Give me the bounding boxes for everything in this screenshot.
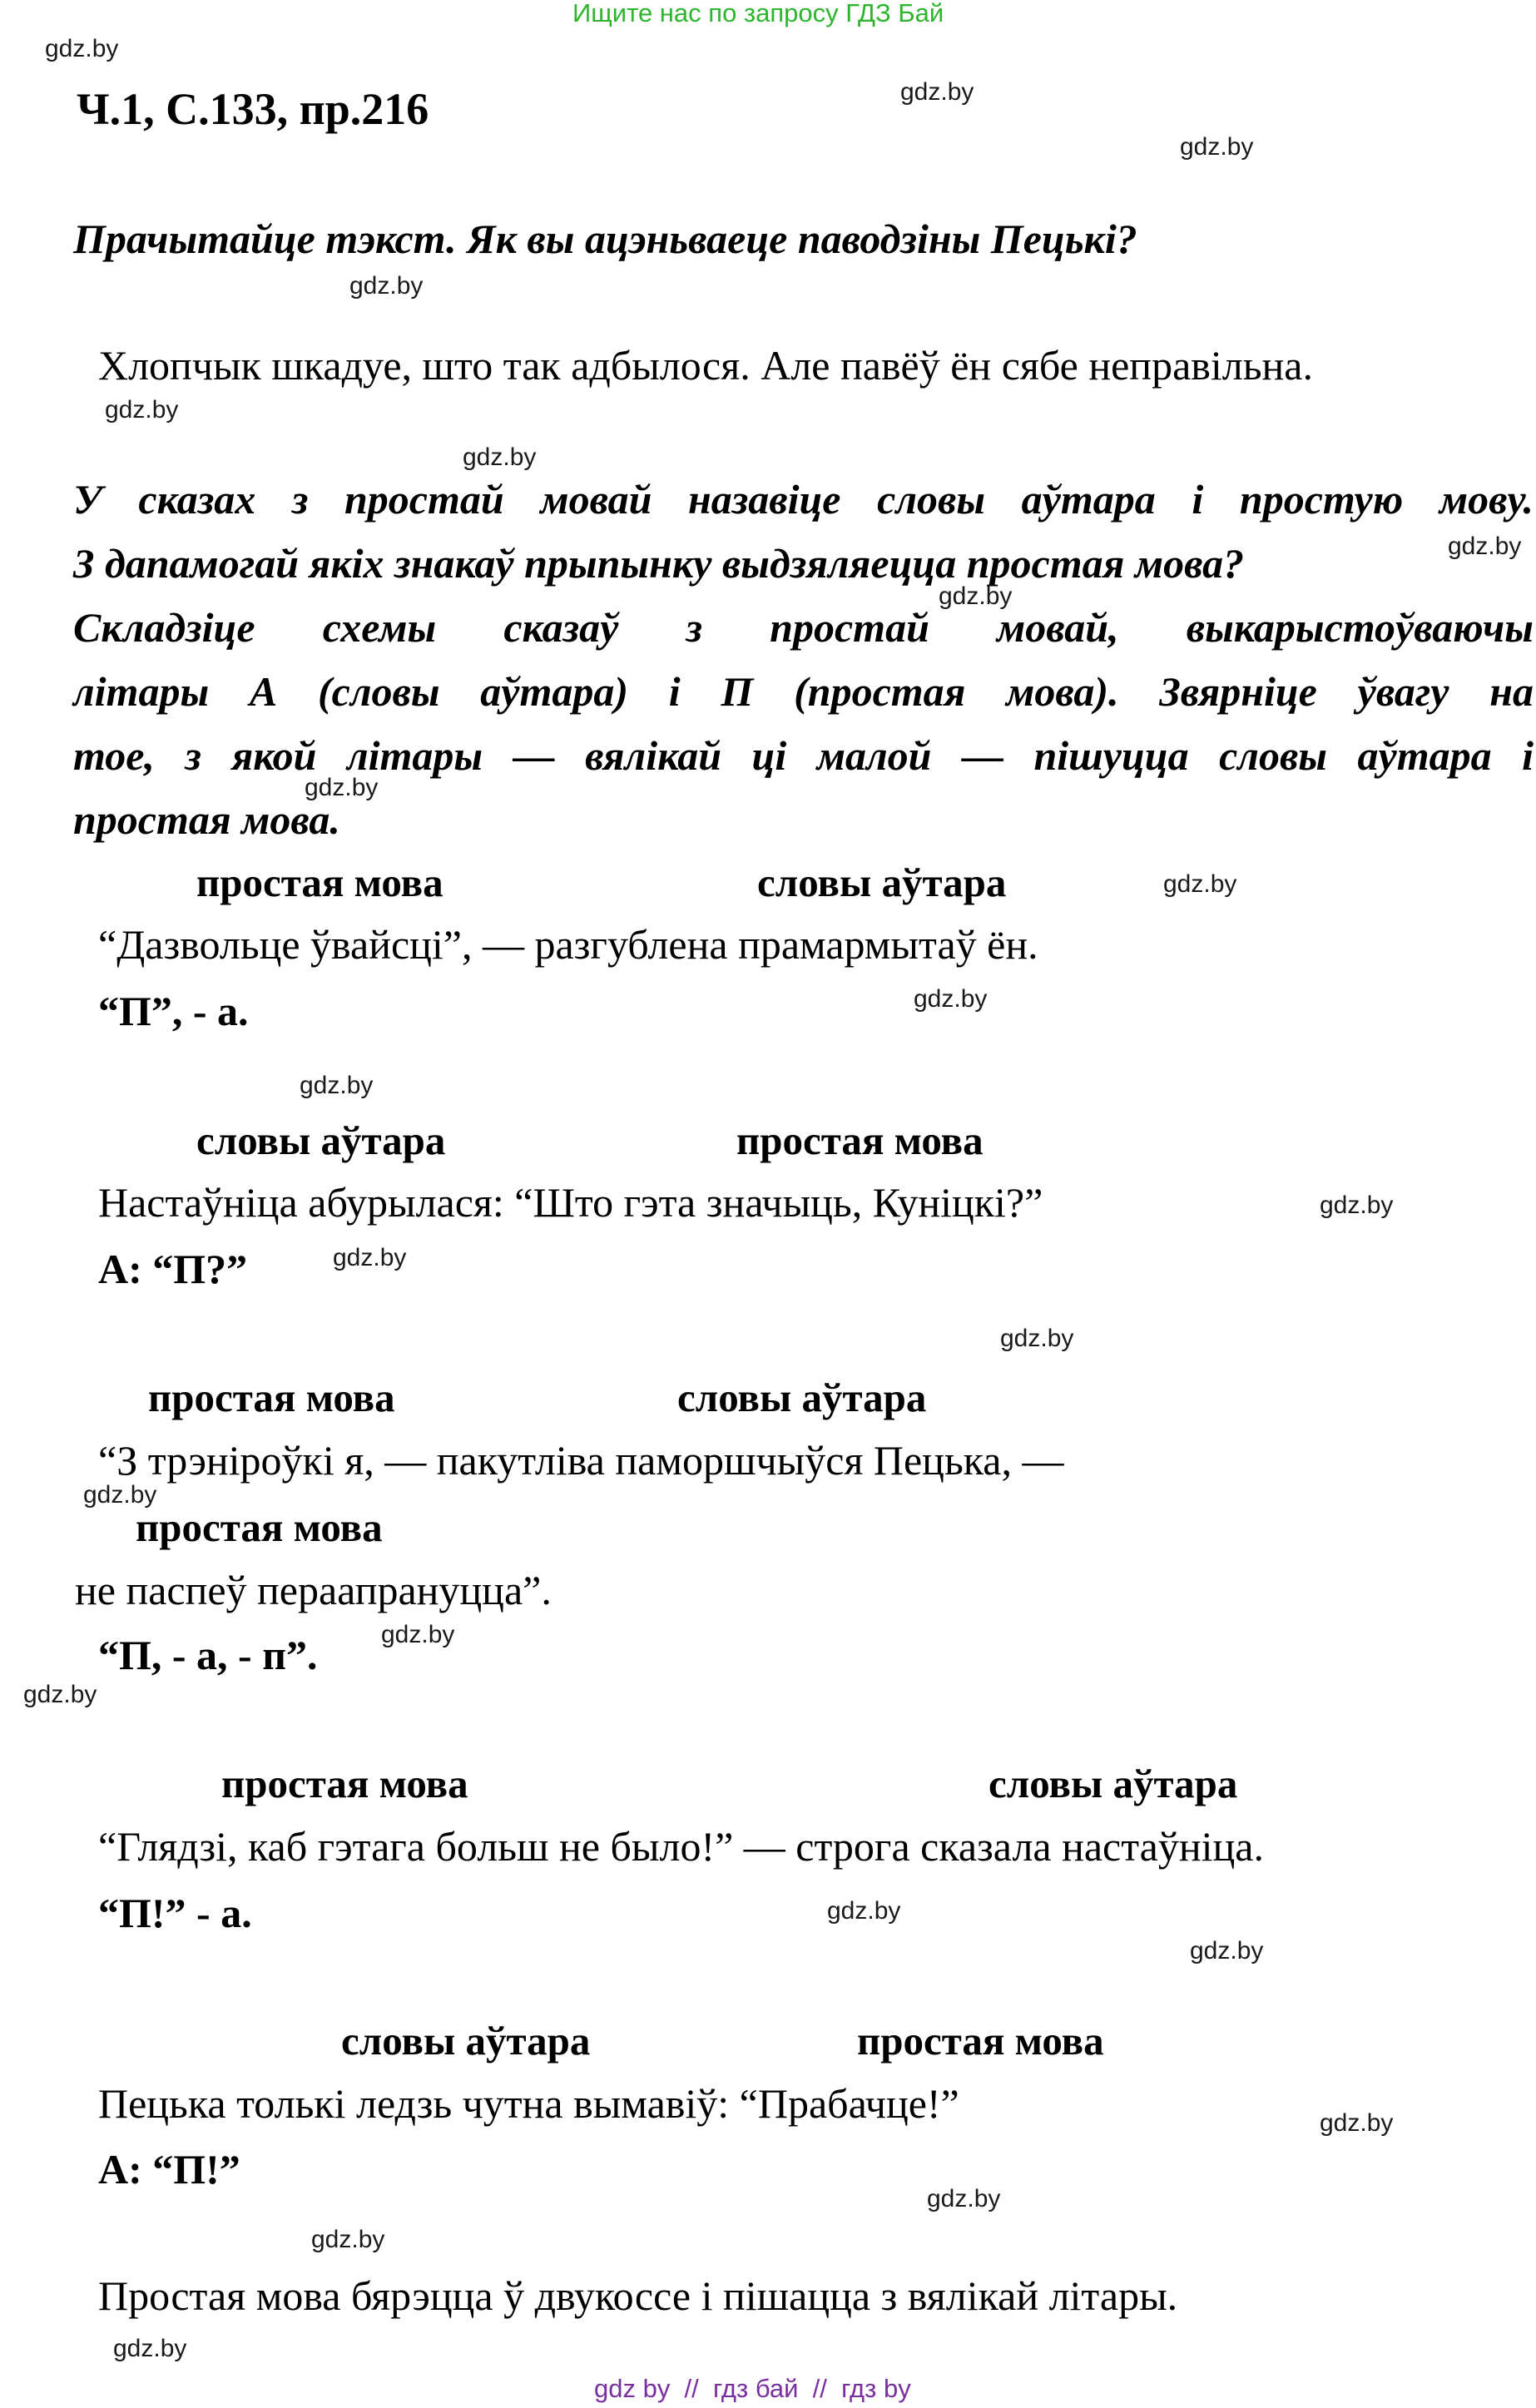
scheme-3: “П, - а, - п”. bbox=[98, 1632, 318, 1678]
label-author-words: словы аўтара bbox=[341, 2018, 591, 2064]
label-author-words: словы аўтара bbox=[988, 1761, 1238, 1806]
watermark: gdz.by bbox=[45, 35, 119, 62]
conclusion: Простая мова бярэцца ў двукоссе і пішацца з вялікай літары. bbox=[98, 2272, 1178, 2319]
task-2-line: Складзіце схемы сказаў з простай мовай, выкарыстоўваючы bbox=[73, 604, 1534, 651]
label-direct-speech: простая мова bbox=[136, 1504, 383, 1550]
page-title: Ч.1, С.133, пр.216 bbox=[77, 84, 429, 134]
watermark: gdz.by bbox=[333, 1244, 407, 1271]
watermark: gdz.by bbox=[113, 2335, 187, 2362]
sentence-1: “Дазвольце ўвайсці”, — разгублена прамармытаў ён. bbox=[98, 921, 1038, 968]
watermark: gdz.by bbox=[311, 2226, 385, 2253]
task-1-question: Прачытайце тэкст. Як вы ацэньваеце паводзіны Пецькі? bbox=[73, 216, 1137, 262]
sentence-3-line-1: “З трэніроўкі я, — пакутліва паморшчыўся Пецька, — bbox=[98, 1437, 1064, 1484]
label-direct-speech: простая мова bbox=[857, 2018, 1104, 2064]
label-author-words: словы аўтара bbox=[757, 860, 1007, 905]
sentence-5: Пецька толькі ледзь чутна вымавіў: “Прабачце!” bbox=[98, 2080, 959, 2127]
watermark: gdz.by bbox=[349, 272, 424, 300]
watermark: gdz.by bbox=[827, 1897, 901, 1925]
sentence-4: “Глядзі, каб гэтага больш не было!” — строга сказала настаўніца. bbox=[98, 1823, 1264, 1870]
watermark: gdz.by bbox=[1163, 870, 1237, 898]
task-2-line: З дапамогай якіх знакаў прыпынку выдзяляецца простая мова? bbox=[73, 540, 1245, 587]
watermark: gdz.by bbox=[939, 582, 1013, 610]
watermark: gdz.by bbox=[927, 2185, 1001, 2212]
sentence-3-line-2: не паспеў пераапрануцца”. bbox=[75, 1567, 552, 1613]
task-2-line: тое, з якой літары — вялікай ці малой — пішуцца словы аўтара і bbox=[73, 732, 1534, 779]
label-direct-speech: простая мова bbox=[148, 1375, 395, 1420]
task-2-question bbox=[73, 468, 1534, 852]
task-2-line: простая мова. bbox=[73, 796, 340, 843]
top-banner[interactable]: Ищите нас по запросу ГДЗ Бай bbox=[572, 0, 944, 27]
watermark: gdz.by bbox=[900, 78, 974, 106]
watermark: gdz.by bbox=[914, 985, 988, 1013]
watermark: gdz.by bbox=[105, 396, 179, 424]
watermark: gdz.by bbox=[23, 1681, 97, 1708]
watermark: gdz.by bbox=[463, 443, 537, 471]
watermark: gdz.by bbox=[381, 1621, 455, 1648]
label-direct-speech: простая мова bbox=[221, 1761, 468, 1806]
footer-links[interactable]: gdz by // гдз бай // гдз by bbox=[594, 2374, 911, 2403]
scheme-2: А: “П?” bbox=[98, 1246, 248, 1292]
watermark: gdz.by bbox=[300, 1072, 374, 1099]
watermark: gdz.by bbox=[1000, 1325, 1074, 1352]
watermark: gdz.by bbox=[1320, 2109, 1394, 2137]
watermark: gdz.by bbox=[1320, 1192, 1394, 1219]
task-2-line: У сказах з простай мовай назавіце словы аўтара і простую мову. bbox=[73, 476, 1534, 523]
watermark: gdz.by bbox=[1180, 133, 1254, 161]
task-2-line: літары А (словы аўтара) і П (простая мова). Звярніце ўвагу на bbox=[73, 668, 1534, 715]
scheme-5: А: “П!” bbox=[98, 2146, 240, 2192]
label-direct-speech: простая мова bbox=[736, 1117, 984, 1163]
scheme-1: “П”, - а. bbox=[98, 988, 249, 1034]
label-author-words: словы аўтара bbox=[196, 1117, 446, 1163]
watermark: gdz.by bbox=[1190, 1937, 1264, 1965]
label-author-words: словы аўтара bbox=[677, 1375, 927, 1420]
scheme-4: “П!” - а. bbox=[98, 1890, 252, 1936]
watermark: gdz.by bbox=[83, 1481, 157, 1509]
watermark: gdz.by bbox=[1448, 533, 1522, 560]
task-1-answer: Хлопчык шкадуе, што так адбылося. Але павёў ён сябе неправільна. bbox=[98, 342, 1313, 389]
sentence-2: Настаўніца абурылася: “Што гэта значыць, Куніцкі?” bbox=[98, 1179, 1043, 1226]
label-direct-speech: простая мова bbox=[196, 860, 443, 905]
watermark: gdz.by bbox=[305, 774, 379, 801]
